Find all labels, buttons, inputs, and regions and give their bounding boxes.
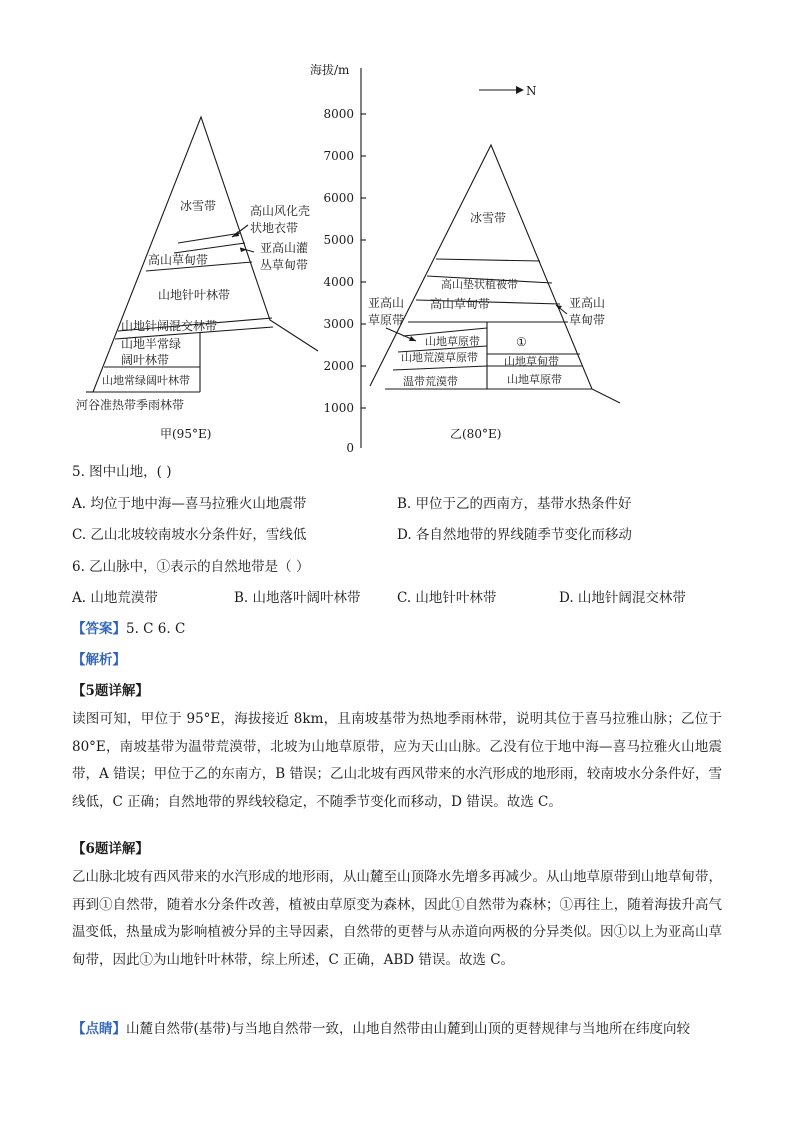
q5-option-a: A. 均位于地中海—喜马拉雅火山地震带: [72, 496, 307, 512]
dianjing-line: [72, 1016, 722, 1044]
tick-label: 4000: [323, 275, 354, 289]
yi-mountain-outline: [370, 145, 620, 403]
answer-label: 【答案】: [72, 621, 126, 637]
q6-option-b: B. 山地落叶阔叶林带: [234, 590, 361, 606]
jia-callout: 亚高山灌: [260, 241, 309, 255]
tick-label: 5000: [323, 233, 354, 247]
tick-label: 3000: [323, 317, 354, 331]
yi-callout: 草原带: [368, 313, 405, 327]
yi-zone-label: 山地草原带: [425, 335, 480, 348]
dianjing-label: 【点睛】: [72, 1021, 126, 1037]
tick-label: 6000: [323, 191, 354, 205]
yi-zone-label: 高山垫状植被带: [441, 278, 518, 291]
jia-zone-label: 山地针叶林带: [158, 288, 231, 302]
jia-callout: 状地衣带: [250, 221, 299, 235]
yi-zone-label: ①: [516, 335, 527, 349]
answer-line: [72, 619, 185, 639]
q5-detail-text: 读图可知，甲位于 95°E，海拔接近 8km，且南坡基带为热地季雨林带，说明其位于喜马拉雅山脉；乙位于 80°E，南坡基带为温带荒漠带，北坡为山地草原带，应为天山山脉。乙没有位于地中海—喜马拉雅火山地震带，A 错误；甲位于乙的东南方，B 错误；乙山北坡有西风带来的水汽形成的地形雨，较南坡水分条件好，雪线低，C 正确；自然地带的界线较稳定，不随季节变化而移动，D 错误。故选 C。: [72, 711, 722, 810]
jia-zone-label: 高山草甸带: [148, 253, 209, 267]
tick-label: 7000: [323, 149, 354, 163]
jia-callout: 高山风化壳: [250, 204, 311, 218]
yi-caption: 乙(80°E): [450, 427, 502, 441]
vertical-zonation-diagram: [0, 0, 794, 460]
axis-label: 海拔/m: [310, 63, 350, 77]
jia-zone-label: 河谷准热带季雨林带: [76, 398, 185, 412]
q5-detail-heading: 【5题详解】: [72, 683, 149, 699]
yi-zone-label: 高山草甸带: [430, 297, 491, 311]
dianjing-text: 山麓自然带(基带)与当地自然带一致，山地自然带由山麓到山顶的更替规律与当地所在纬度向较: [126, 1021, 691, 1037]
q6-option-c: C. 山地针叶林带: [397, 590, 497, 606]
yi-zone-label: 山地草甸带: [504, 355, 559, 368]
analysis-heading: 【解析】: [72, 652, 126, 668]
yi-zone-label: 温带荒漠带: [403, 375, 458, 388]
tick-label: 0: [346, 441, 354, 455]
q6-option-d: D. 山地针阔混交林带: [559, 590, 686, 606]
answer-text: 5. C 6. C: [126, 621, 186, 637]
tick-label: 8000: [323, 107, 354, 121]
yi-callout: 亚高山: [569, 296, 606, 310]
jia-callout: 丛草甸带: [260, 258, 309, 272]
analysis-label: [72, 650, 126, 670]
yi-callout: 亚高山: [368, 296, 405, 310]
north-label: N: [526, 84, 537, 98]
q5-option-d: D. 各自然地带的界线随季节变化而移动: [397, 527, 632, 543]
yi-zone-label: 冰雪带: [470, 211, 507, 225]
jia-zone-label: 山地针阔混交林带: [121, 319, 218, 333]
q6-detail-text: 乙山脉北坡有西风带来的水汽形成的地形雨，从山麓至山顶降水先增多再减少。从山地草原带到山地草甸带，再到①自然带，随着水分条件改善，植被由草原变为森林，因此①自然带为森林；①再往上，随着海拔升高气温变低，热量成为影响植被分异的主导因素，自然带的更替与从赤道向两极的分异类似。因①以上为亚高山草甸带，因此①为山地针叶林带，综上所述，C 正确，ABD 错误。故选 C。: [72, 869, 722, 968]
question-5-stem: 5. 图中山地，( ): [72, 464, 172, 480]
yi-zone-label: 山地荒漠草原带: [401, 351, 478, 364]
question-6-stem: 6. 乙山脉中，①表示的自然地带是（ ）: [72, 559, 310, 575]
jia-caption: 甲(95°E): [160, 427, 212, 441]
jia-zone-label: 阔叶林带: [121, 353, 170, 367]
q5-option-c: C. 乙山北坡较南坡水分条件好，雪线低: [72, 527, 307, 543]
tick-label: 1000: [323, 401, 354, 415]
q5-option-b: B. 甲位于乙的西南方，基带水热条件好: [397, 496, 632, 512]
jia-zone-label: 山地半常绿: [121, 337, 182, 351]
jia-zone-label: 山地常绿阔叶林带: [102, 374, 190, 387]
yi-zone-label: 山地草原带: [507, 373, 562, 386]
jia-zone-label: 冰雪带: [180, 199, 217, 213]
yi-callout: 草甸带: [569, 313, 606, 327]
q6-option-a: A. 山地荒漠带: [72, 590, 158, 606]
q6-detail-heading: 【6题详解】: [72, 841, 149, 857]
tick-label: 2000: [323, 359, 354, 373]
